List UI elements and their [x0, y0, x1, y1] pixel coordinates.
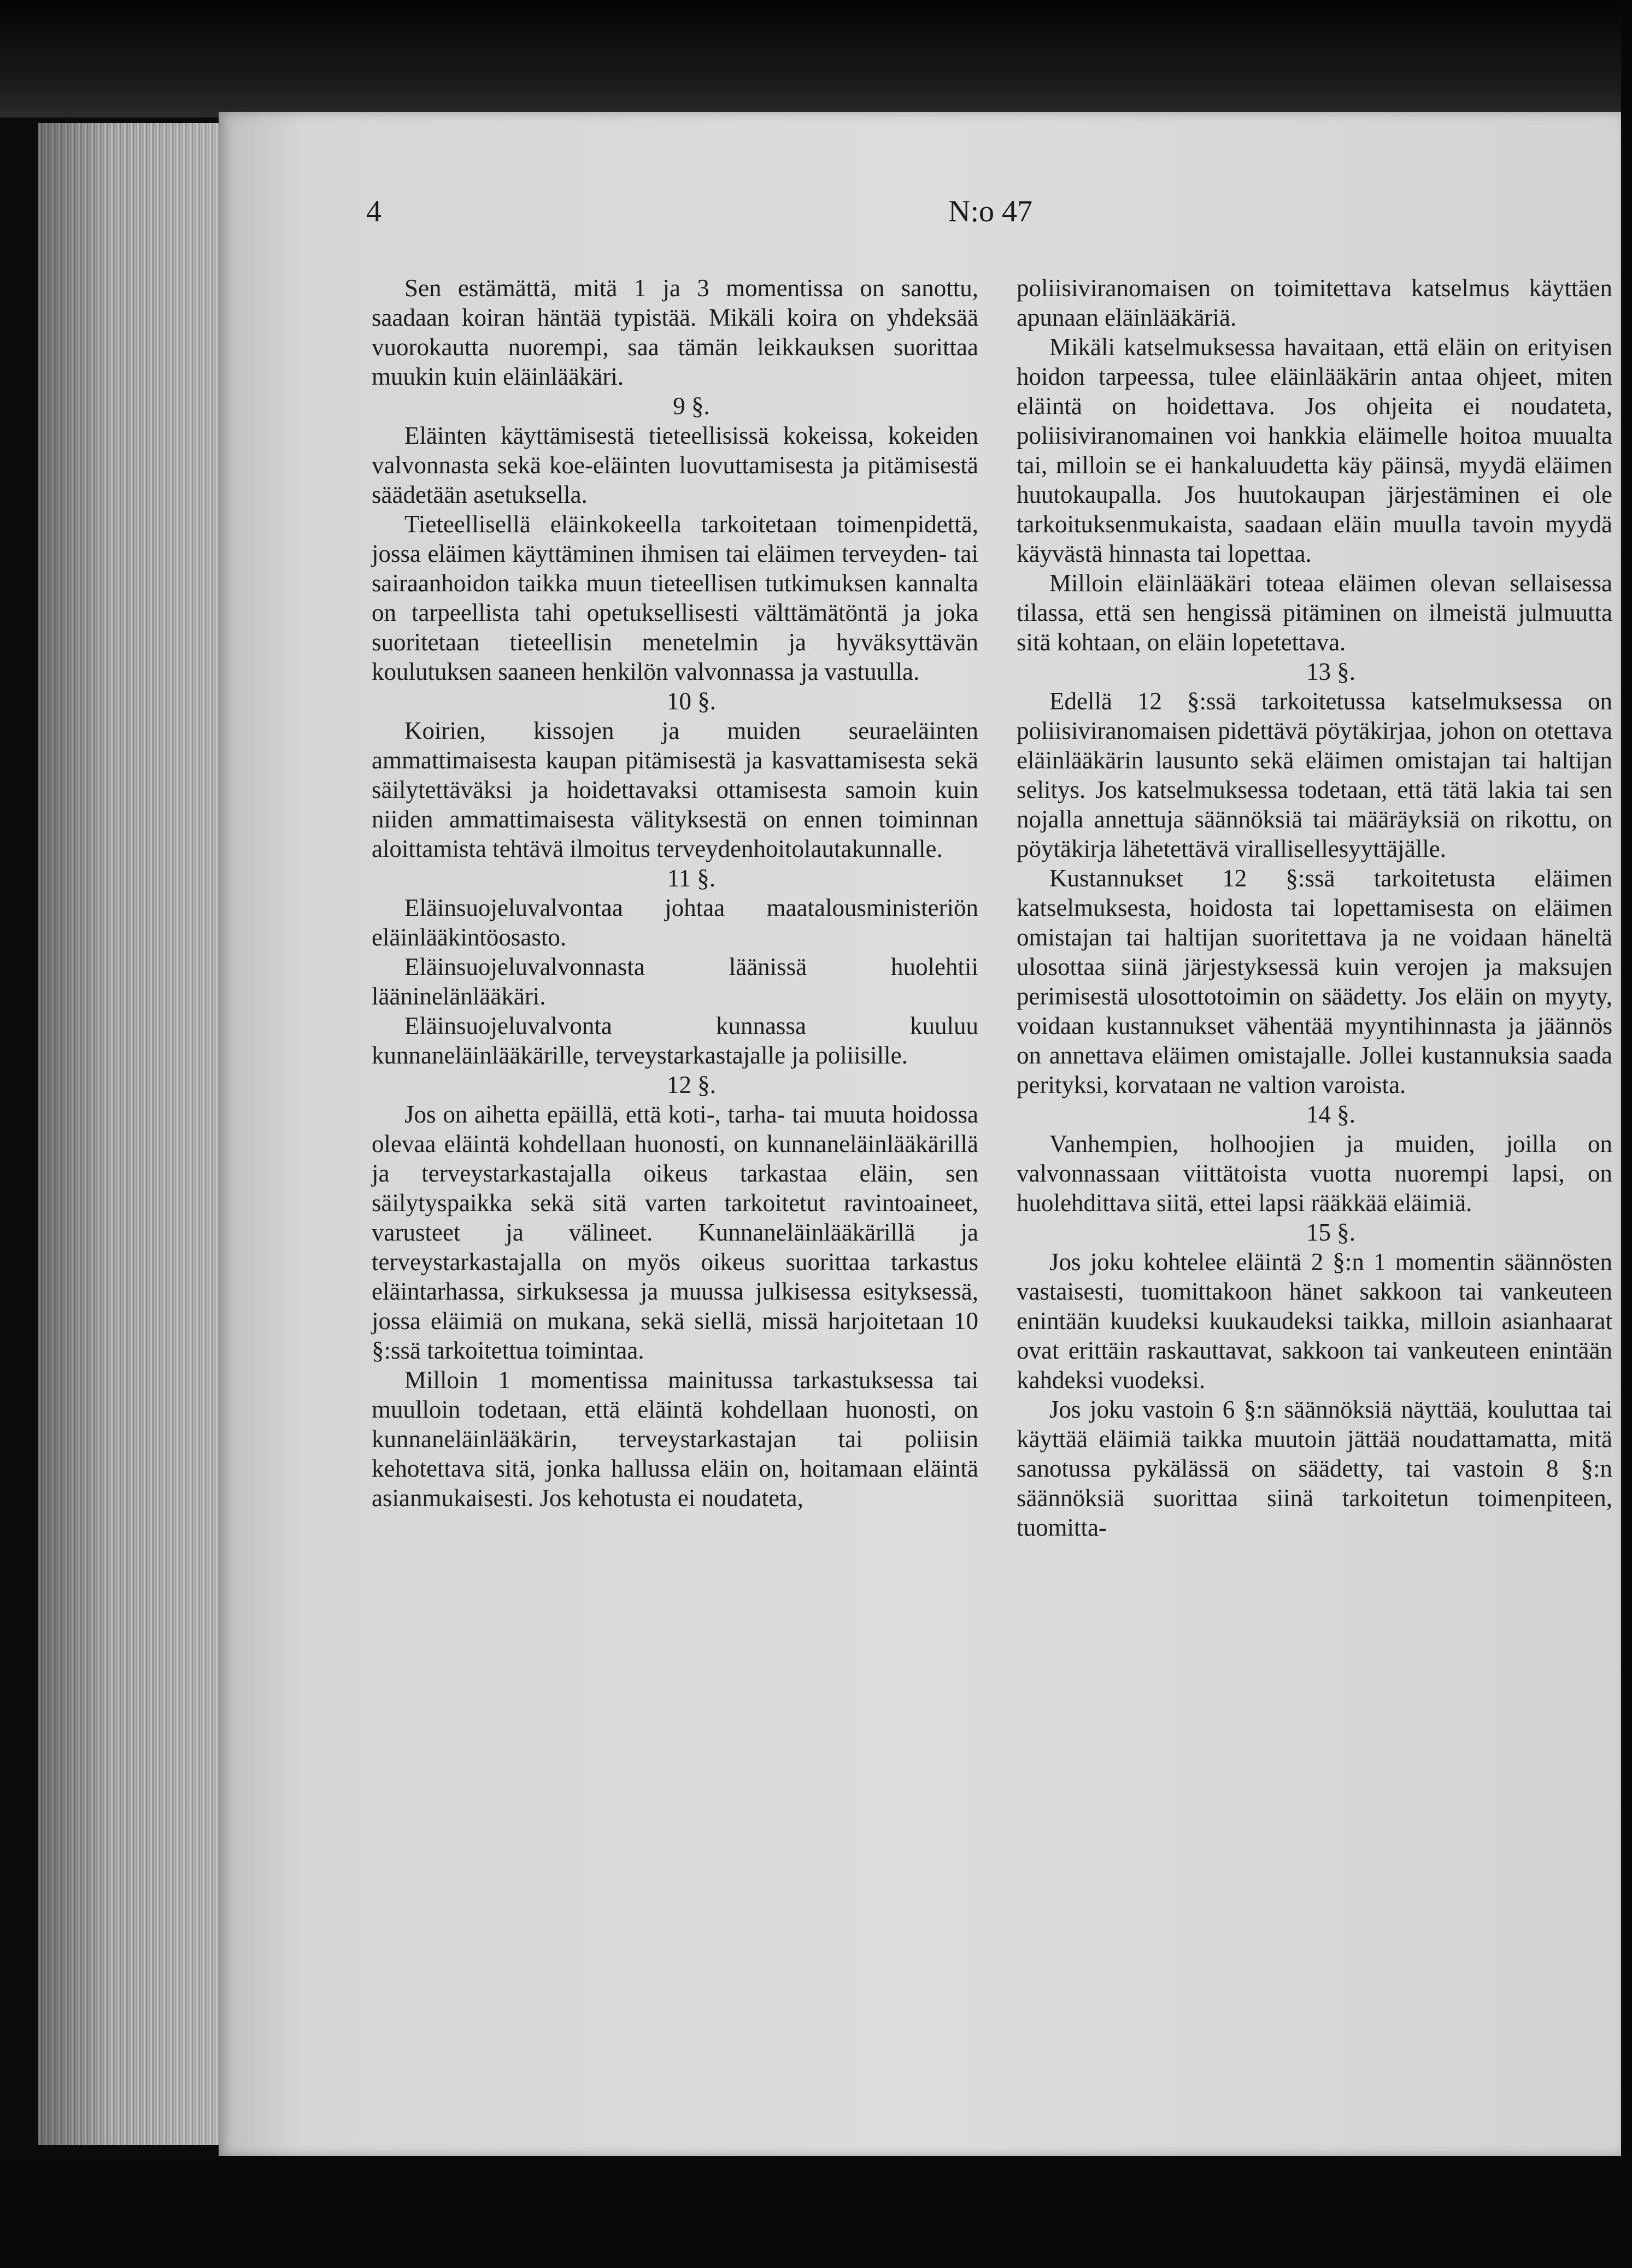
paragraph: Kustannukset 12 §:ssä tarkoitetusta eläimen katselmuksesta, hoidosta tai lopettamisesta on eläimen omistajan tai haltijan suoritettava ja ne voidaan häneltä ulosottaa siinä järjestyksessä kuin verojen ja maksujen perimisestä ulosottotoimin on säädetty. Jos eläin on myyty, voidaan kustannukset vähentää myyntihinnasta ja jäännös on annettava eläimen omistajalle. Jollei kustannuksia saada perityksi, korvataan ne valtion varoista.	[1017, 865, 1612, 1098]
scan-bottom-border	[0, 2156, 1632, 2268]
section-heading-14: 14 §.	[1306, 1101, 1355, 1128]
paragraph: Edellä 12 §:ssä tarkoitetussa katselmuksessa on poliisiviranomaisen pidettävä pöytäkirjaa, johon on otettava eläinlääkärin lausunto sekä eläimen omistajan tai haltijan selitys. Jos katselmuksessa todetaan, että tätä lakia tai sen nojalla annettuja säännöksiä tai määräyksiä on rikottu, on pöytäkirja lähetettävä virallisellesyyttäjälle.	[1017, 688, 1612, 862]
section-heading-11: 11 §.	[667, 865, 716, 892]
paragraph: poliisiviranomaisen on toimitettava katselmus käyttäen apunaan eläinlääkäriä.	[1017, 274, 1612, 331]
paragraph: Milloin eläinlääkäri toteaa eläimen olevan sellaisessa tilassa, että sen hengissä pitäminen on ilmeistä julmuutta sitä kohtaan, on eläin lopetettava.	[1017, 569, 1612, 656]
section-heading-12: 12 §.	[667, 1071, 716, 1098]
paragraph: Jos joku kohtelee eläintä 2 §:n 1 momentin säännösten vastaisesti, tuomittakoon hänet sakkoon tai vankeuteen enintään kuudeksi kuukaudeksi taikka, milloin asianhaarat ovat erittäin raskauttavat, sakkoon tai vankeuteen enintään kahdeksi vuodeksi.	[1017, 1248, 1612, 1394]
section-heading-13: 13 §.	[1306, 658, 1355, 685]
paragraph: Eläinsuojeluvalvontaa johtaa maatalousministeriön eläinlääkintöosasto.	[372, 894, 978, 951]
paragraph: Vanhempien, holhoojien ja muiden, joilla on valvonnassaan viittätoista vuotta nuorempi lapsi, on huolehdittava siitä, ettei lapsi rääkkää eläimiä.	[1017, 1130, 1612, 1217]
paragraph: Jos joku vastoin 6 §:n säännöksiä näyttää, kouluttaa tai käyttää eläimiä taikka muutoin jättää noudattamatta, mitä sanotussa pykälässä on säädetty, tai vastoin 8 §:n säännöksiä suorittaa siinä tarkoitetun toimenpiteen, tuomitta-	[1017, 1396, 1612, 1541]
statute-number: N:o 47	[948, 195, 1032, 228]
right-column	[1017, 273, 1612, 1542]
paragraph: Koirien, kissojen ja muiden seuraeläinten ammattimaisesta kaupan pitämisestä ja kasvattamisesta sekä säilytettäväksi ja hoidettavaksi ottamisesta samoin kuin niiden ammattimaisesta välityksestä on ennen toiminnan aloittamista tehtävä ilmoitus terveydenhoitolautakunnalle.	[372, 717, 978, 862]
paragraph: Mikäli katselmuksessa havaitaan, että eläin on erityisen hoidon tarpeessa, tulee eläinlääkärin antaa ohjeet, miten eläintä on hoidettava. Jos ohjeita ei noudateta, poliisiviranomainen voi hankkia eläimelle hoitoa muualta tai, milloin se ei hankaluudetta käy päinsä, myydä eläimen huutokaupalla. Jos huutokaupan järjestäminen ei ole tarkoituksenmukaista, saadaan eläin muulla tavoin myydä käyvästä hinnasta tai lopettaa.	[1017, 333, 1612, 567]
left-column	[372, 273, 978, 1513]
paragraph: Eläinsuojeluvalvonnasta läänissä huolehtii lääninelänlääkäri.	[372, 953, 978, 1010]
paragraph: Eläinsuojeluvalvonta kunnassa kuuluu kunnaneläinlääkärille, terveystarkastajalle ja poliisille.	[372, 1012, 978, 1069]
scan-top-border	[0, 0, 1632, 117]
scan-right-border	[1621, 0, 1632, 2268]
section-heading-15: 15 §.	[1306, 1219, 1355, 1246]
paragraph: Tieteellisellä eläinkokeella tarkoitetaan toimenpidettä, jossa eläimen käyttäminen ihmisen tai eläimen terveyden- tai sairaanhoidon taikka muun tieteellisen tutkimuksen kannalta on tarpeellista tahi opetuksellisesti välttämätöntä ja joka suoritetaan tieteellisin menetelmin ja hyväksyttävän koulutuksen saaneen henkilön valvonnassa ja vastuulla.	[372, 510, 978, 685]
section-heading-9: 9 §.	[673, 392, 710, 420]
section-heading-10: 10 §.	[667, 688, 716, 715]
paragraph: Jos on aihetta epäillä, että koti-, tarha- tai muuta hoidossa olevaa eläintä kohdellaan huonosti, on kunnaneläinlääkärillä ja terveystarkastajalla oikeus tarkastaa eläin, sen säilytyspaikka sekä sitä varten tarkoitetut ravintoaineet, varusteet ja välineet. Kunnaneläinlääkärillä ja terveystarkastajalla on myös oikeus suorittaa tarkastus eläintarhassa, sirkuksessa ja muussa julkisessa esityksessä, jossa eläimiä on mukana, sekä siellä, missä harjoitetaan 10 §:ssä tarkoitettua toimintaa.	[372, 1101, 978, 1364]
paragraph: Sen estämättä, mitä 1 ja 3 momentissa on sanottu, saadaan koiran häntää typistää. Mikäli koira on yhdeksää vuorokautta nuorempi, saa tämän leikkauksen suorittaa muukin kuin eläinlääkäri.	[372, 274, 978, 390]
paragraph: Eläinten käyttämisestä tieteellisissä kokeissa, kokeiden valvonnasta sekä koe-eläinten luovuttamisesta ja pitämisestä säädetään asetuksella.	[372, 422, 978, 508]
paragraph: Milloin 1 momentissa mainitussa tarkastuksessa tai muulloin todetaan, että eläintä kohdellaan huonosti, on kunnaneläinlääkärin, terveystarkastajan tai poliisin kehotettava sitä, jonka hallussa eläin on, hoitamaan eläintä asianmukaisesti. Jos kehotusta ei noudateta,	[372, 1366, 978, 1512]
book-page-edges-shade	[38, 123, 219, 2145]
page-number: 4	[366, 195, 381, 228]
